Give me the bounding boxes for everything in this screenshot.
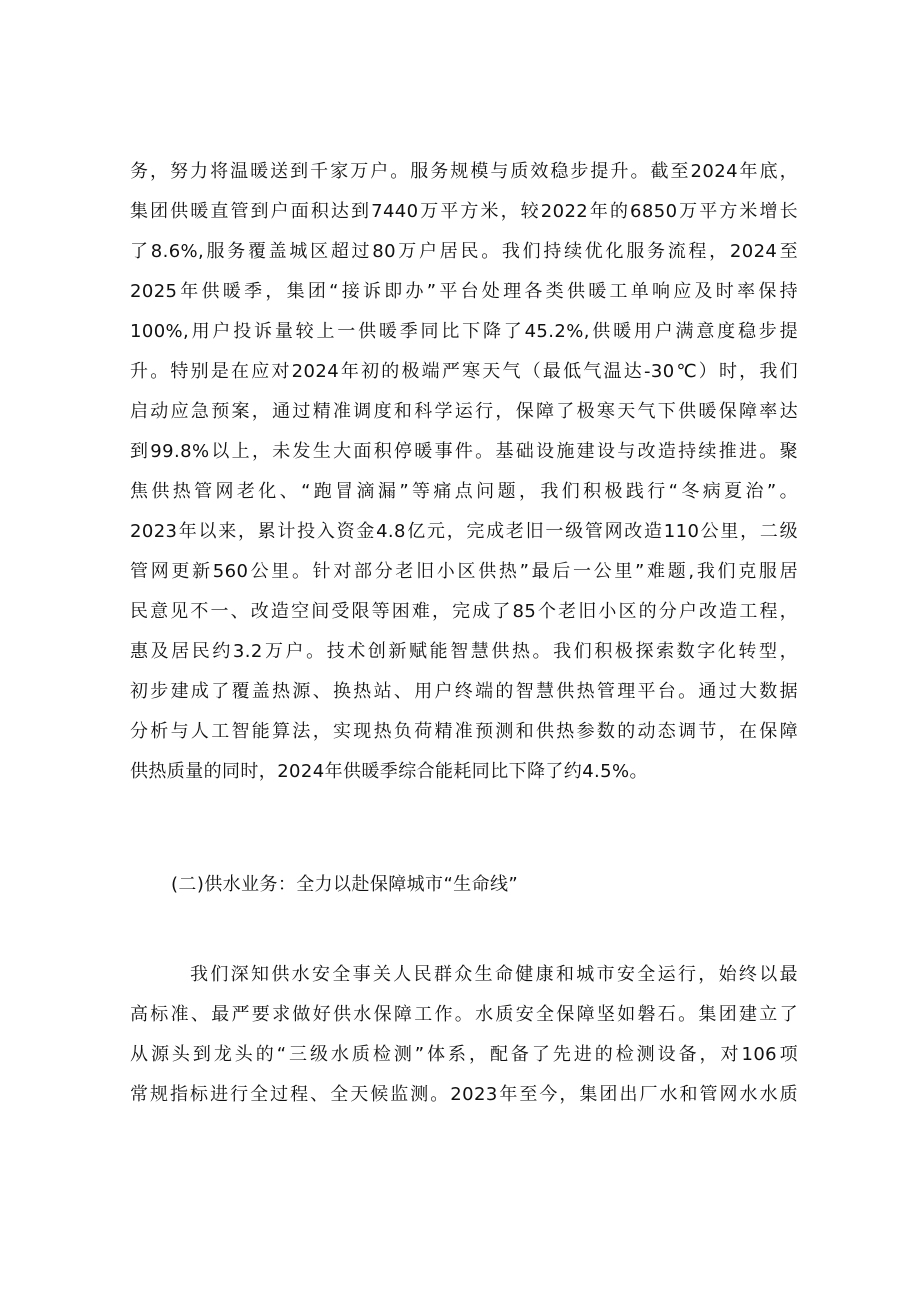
text-line: 惠及居民约3.2万户。技术创新赋能智慧供热。我们积极探索数字化转型， bbox=[130, 641, 798, 662]
section-heading: (二)供水业务：全力以赴保障城市“生命线” bbox=[171, 874, 519, 895]
text-line: 供热质量的同时，2024年供暖季综合能耗同比下降了约4.5%。 bbox=[130, 761, 648, 782]
text-line: 我们深知供水安全事关人民群众生命健康和城市安全运行，始终以最 bbox=[190, 964, 798, 985]
text-line: 从源头到龙头的“三级水质检测”体系，配备了先进的检测设备，对106项 bbox=[130, 1044, 798, 1065]
text-line: 务，努力将温暖送到千家万户。服务规模与质效稳步提升。截至2024年底， bbox=[130, 161, 798, 182]
text-line: 集团供暖直管到户面积达到7440万平方米，较2022年的6850万平方米增长 bbox=[130, 201, 798, 222]
text-line: 到99.8%以上，未发生大面积停暖事件。基础设施建设与改造持续推进。聚 bbox=[130, 441, 798, 462]
text-line: 100%,用户投诉量较上一供暖季同比下降了45.2%,供暖用户满意度稳步提 bbox=[130, 321, 798, 342]
text-line: 常规指标进行全过程、全天候监测。2023年至今，集团出厂水和管网水水质 bbox=[130, 1084, 798, 1105]
paragraph-heating-service bbox=[130, 152, 798, 792]
text-line: 民意见不一、改造空间受限等困难，完成了85个老旧小区的分户改造工程， bbox=[130, 601, 798, 622]
text-line: 分析与人工智能算法，实现热负荷精准预测和供热参数的动态调节，在保障 bbox=[130, 721, 798, 742]
text-line: 焦供热管网老化、“跑冒滴漏”等痛点问题，我们积极践行“冬病夏治”。 bbox=[130, 481, 798, 502]
text-line: 高标准、最严要求做好供水保障工作。水质安全保障坚如磐石。集团建立了 bbox=[130, 1004, 798, 1025]
text-line: 2023年以来，累计投入资金4.8亿元，完成老旧一级管网改造110公里，二级 bbox=[130, 521, 798, 542]
paragraph-water-supply bbox=[130, 955, 798, 1115]
text-line: 启动应急预案，通过精准调度和科学运行，保障了极寒天气下供暖保障率达 bbox=[130, 401, 798, 422]
text-line: 2025年供暖季，集团“接诉即办”平台处理各类供暖工单响应及时率保持 bbox=[130, 281, 798, 302]
text-line: 管网更新560公里。针对部分老旧小区供热”最后一公里”难题,我们克服居 bbox=[130, 561, 798, 582]
section-heading-block bbox=[130, 865, 798, 905]
text-line: 初步建成了覆盖热源、换热站、用户终端的智慧供热管理平台。通过大数据 bbox=[130, 681, 798, 702]
text-line: 升。特别是在应对2024年初的极端严寒天气（最低气温达-30℃）时，我们 bbox=[130, 361, 798, 382]
text-line: 了8.6%,服务覆盖城区超过80万户居民。我们持续优化服务流程，2024至 bbox=[130, 241, 798, 262]
